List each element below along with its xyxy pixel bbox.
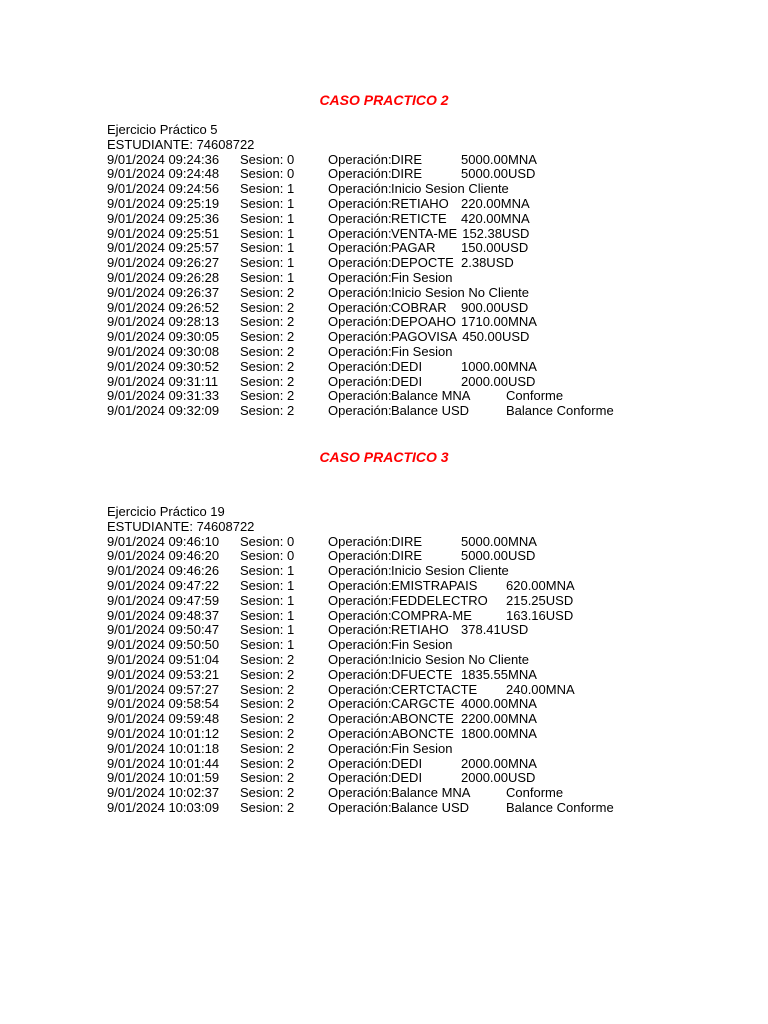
- log-operation-label: Operación:: [328, 314, 392, 330]
- log-session: Sesion: 2: [240, 314, 295, 330]
- log-session: Sesion: 2: [240, 666, 295, 682]
- log-row: [107, 373, 536, 390]
- log-row: [107, 770, 536, 786]
- log-operation-name: Balance MNA: [391, 785, 471, 801]
- log-operation-label: Operación:: [328, 284, 392, 300]
- log-operation-label: Operación:: [328, 533, 392, 549]
- log-amount: 450.00USD: [462, 329, 530, 345]
- log-datetime: 9/01/2024 09:50:50: [107, 637, 220, 653]
- log-operation-name: COBRAR: [391, 299, 447, 315]
- log-amount: 1710.00MNA: [461, 314, 537, 330]
- log-operation-name: Fin Sesion: [391, 740, 453, 756]
- log-datetime: 9/01/2024 09:47:22: [107, 577, 220, 593]
- log-row: [107, 666, 537, 683]
- log-operation-label: Operación:: [328, 329, 392, 345]
- log-session: Sesion: 1: [240, 592, 295, 608]
- log-amount: 900.00USD: [461, 299, 529, 315]
- log-amount: 2000.00USD: [461, 373, 536, 389]
- log-datetime: 9/01/2024 09:30:08: [107, 343, 220, 359]
- log-datetime: 9/01/2024 09:30:52: [107, 358, 220, 374]
- log-session: Sesion: 2: [240, 770, 295, 786]
- log-operation-label: Operación:: [328, 666, 392, 682]
- log-session: Sesion: 1: [240, 577, 295, 593]
- log-amount: 5000.00MNA: [461, 533, 537, 549]
- log-operation-name: Balance MNA: [391, 388, 471, 404]
- log-datetime: 9/01/2024 10:02:37: [107, 785, 220, 801]
- log-amount: Balance Conforme: [506, 403, 614, 419]
- log-datetime: 9/01/2024 10:01:12: [107, 725, 220, 741]
- log-session: Sesion: 2: [240, 388, 295, 404]
- log-session: Sesion: 1: [240, 210, 295, 226]
- log-operation-label: Operación:: [328, 592, 392, 608]
- log-operation-name: VENTA-ME: [391, 225, 458, 241]
- log-operation-label: Operación:: [328, 225, 392, 241]
- log-amount: Conforme: [506, 388, 564, 404]
- log-datetime: 9/01/2024 09:24:48: [107, 166, 220, 182]
- log-session: Sesion: 2: [240, 799, 295, 815]
- log-datetime: 9/01/2024 09:31:11: [107, 373, 219, 389]
- log-block-caso-practico-2: [107, 122, 614, 419]
- log-amount: 163.16USD: [506, 607, 574, 623]
- log-amount: 378.41USD: [461, 622, 529, 638]
- log-session: Sesion: 1: [240, 607, 295, 623]
- log-operation-name: RETIAHO: [391, 622, 449, 638]
- log-row: [107, 255, 514, 271]
- log-row: [107, 548, 536, 564]
- log-operation-label: Operación:: [328, 711, 392, 727]
- log-datetime: 9/01/2024 09:59:48: [107, 711, 220, 727]
- section-title-caso-practico-2: CASO PRACTICO 2: [319, 92, 449, 108]
- log-operation-label: Operación:: [328, 195, 392, 211]
- log-amount: 240.00MNA: [506, 681, 575, 697]
- log-amount: 152.38USD: [462, 225, 530, 241]
- log-row: [107, 681, 575, 698]
- log-operation-label: Operación:: [328, 151, 392, 167]
- log-operation-name: Fin Sesion: [391, 269, 453, 285]
- log-datetime: 9/01/2024 09:48:37: [107, 607, 220, 623]
- log-session: Sesion: 0: [240, 533, 295, 549]
- log-operation-label: Operación:: [328, 696, 392, 712]
- log-row: [107, 799, 614, 816]
- exercise-label: Ejercicio Práctico 5: [107, 122, 218, 137]
- log-block-caso-practico-3: [107, 504, 614, 816]
- log-row: [107, 343, 453, 360]
- log-session: Sesion: 1: [240, 240, 295, 256]
- log-operation-label: Operación:: [328, 548, 392, 564]
- log-operation-label: Operación:: [328, 622, 392, 638]
- log-session: Sesion: 1: [240, 181, 295, 197]
- log-operation-label: Operación:: [328, 240, 392, 256]
- log-operation-label: Operación:: [328, 740, 392, 756]
- log-operation-name: CARGCTE: [391, 696, 455, 712]
- log-operation-name: Balance USD: [391, 403, 470, 419]
- log-operation-name: DEDI: [391, 755, 423, 771]
- log-operation-name: COMPRA-ME: [391, 607, 472, 623]
- log-amount: 5000.00USD: [461, 166, 536, 182]
- log-datetime: 9/01/2024 09:26:37: [107, 284, 220, 300]
- log-session: Sesion: 1: [240, 269, 295, 285]
- log-operation-label: Operación:: [328, 358, 392, 374]
- section-title-caso-practico-3: CASO PRACTICO 3: [319, 449, 449, 465]
- log-operation-name: ABONCTE: [391, 711, 454, 727]
- log-session: Sesion: 2: [240, 651, 295, 667]
- log-operation-name: Fin Sesion: [391, 637, 453, 653]
- log-amount: 420.00MNA: [461, 210, 530, 226]
- log-amount: 5000.00USD: [461, 548, 536, 564]
- log-datetime: 9/01/2024 09:30:05: [107, 329, 220, 345]
- log-session: Sesion: 2: [240, 329, 295, 345]
- log-row: [107, 329, 530, 345]
- log-row: [107, 755, 537, 772]
- log-datetime: 9/01/2024 09:24:56: [107, 181, 220, 197]
- log-operation-name: DEPOCTE: [391, 255, 454, 271]
- log-row: [107, 622, 529, 638]
- log-row: [107, 711, 537, 727]
- log-amount: 5000.00MNA: [461, 151, 537, 167]
- log-operation-name: DEPOAHO: [391, 314, 457, 330]
- log-datetime: 9/01/2024 09:47:59: [107, 592, 220, 608]
- log-row: [107, 607, 574, 624]
- log-row: [107, 314, 537, 330]
- log-row: [107, 388, 564, 404]
- log-amount: 2000.00USD: [461, 770, 536, 786]
- log-operation-name: DEDI: [391, 358, 423, 374]
- log-amount: 4000.00MNA: [461, 696, 537, 712]
- log-rows: [107, 151, 614, 419]
- log-operation-name: Inicio Sesion No Cliente: [391, 284, 530, 300]
- log-operation-label: Operación:: [328, 607, 392, 623]
- log-amount: 2.38USD: [461, 255, 514, 271]
- log-datetime: 9/01/2024 09:26:28: [107, 269, 220, 285]
- log-datetime: 9/01/2024 09:28:13: [107, 314, 220, 330]
- log-row: [107, 563, 509, 579]
- log-datetime: 9/01/2024 09:50:47: [107, 622, 220, 638]
- log-session: Sesion: 2: [240, 755, 295, 771]
- log-amount: 220.00MNA: [461, 195, 530, 211]
- log-row: [107, 299, 529, 316]
- log-amount: 620.00MNA: [506, 577, 575, 593]
- log-row: [107, 637, 453, 653]
- log-session: Sesion: 0: [240, 151, 295, 167]
- log-row: [107, 166, 536, 182]
- log-datetime: 9/01/2024 09:57:27: [107, 681, 220, 697]
- log-datetime: 9/01/2024 09:46:10: [107, 533, 220, 549]
- log-row: [107, 696, 537, 712]
- log-operation-name: Fin Sesion: [391, 343, 453, 359]
- log-amount: 2000.00MNA: [461, 755, 537, 771]
- log-operation-name: DIRE: [391, 166, 423, 182]
- log-operation-label: Operación:: [328, 637, 392, 653]
- log-datetime: 9/01/2024 09:24:36: [107, 151, 220, 167]
- log-session: Sesion: 2: [240, 358, 295, 374]
- log-operation-name: RETIAHO: [391, 195, 449, 211]
- log-operation-label: Operación:: [328, 651, 392, 667]
- log-operation-name: DEDI: [391, 373, 423, 389]
- log-row: [107, 181, 509, 197]
- log-amount: 150.00USD: [461, 240, 529, 256]
- log-datetime: 9/01/2024 09:58:54: [107, 696, 220, 712]
- log-datetime: 9/01/2024 09:31:33: [107, 388, 220, 404]
- log-amount: 2200.00MNA: [461, 711, 537, 727]
- log-session: Sesion: 1: [240, 563, 295, 579]
- student-label: ESTUDIANTE: 74608722: [107, 136, 255, 152]
- log-row: [107, 210, 530, 227]
- log-operation-label: Operación:: [328, 403, 392, 419]
- log-operation-name: DFUECTE: [391, 666, 453, 682]
- log-datetime: 9/01/2024 09:25:36: [107, 210, 220, 226]
- log-operation-name: RETICTE: [391, 210, 447, 226]
- log-operation-label: Operación:: [328, 373, 392, 389]
- log-row: [107, 195, 530, 212]
- log-datetime: 9/01/2024 09:51:04: [107, 651, 220, 667]
- log-session: Sesion: 2: [240, 711, 295, 727]
- log-datetime: 9/01/2024 09:46:26: [107, 563, 220, 579]
- log-row: [107, 151, 537, 168]
- log-row: [107, 240, 529, 256]
- log-session: Sesion: 0: [240, 166, 295, 182]
- log-datetime: 9/01/2024 10:03:09: [107, 799, 220, 815]
- log-datetime: 9/01/2024 09:26:27: [107, 255, 220, 271]
- student-label: ESTUDIANTE: 74608722: [107, 518, 255, 534]
- log-row: [107, 740, 453, 757]
- log-row: [107, 269, 453, 286]
- log-session: Sesion: 2: [240, 740, 295, 756]
- log-operation-label: Operación:: [328, 799, 392, 815]
- log-operation-label: Operación:: [328, 725, 392, 741]
- log-row: [107, 785, 564, 801]
- log-operation-label: Operación:: [328, 166, 392, 182]
- log-session: Sesion: 2: [240, 299, 295, 315]
- log-datetime: 9/01/2024 10:01:18: [107, 740, 220, 756]
- log-operation-label: Operación:: [328, 299, 392, 315]
- log-session: Sesion: 2: [240, 373, 295, 389]
- log-operation-name: DIRE: [391, 533, 423, 549]
- log-datetime: 9/01/2024 09:25:51: [107, 225, 220, 241]
- log-operation-label: Operación:: [328, 755, 392, 771]
- log-row: [107, 651, 530, 668]
- log-operation-name: Inicio Sesion Cliente: [391, 181, 509, 197]
- log-amount: 1000.00MNA: [461, 358, 537, 374]
- log-datetime: 9/01/2024 09:46:20: [107, 548, 220, 564]
- log-row: [107, 533, 537, 550]
- log-operation-name: PAGOVISA: [391, 329, 458, 345]
- log-operation-name: DIRE: [391, 548, 423, 564]
- log-session: Sesion: 2: [240, 785, 295, 801]
- log-operation-label: Operación:: [328, 255, 392, 271]
- log-session: Sesion: 2: [240, 403, 295, 419]
- log-session: Sesion: 1: [240, 255, 295, 271]
- log-operation-label: Operación:: [328, 343, 392, 359]
- log-operation-name: ABONCTE: [391, 725, 454, 741]
- log-operation-label: Operación:: [328, 388, 392, 404]
- log-datetime: 9/01/2024 10:01:59: [107, 770, 220, 786]
- log-datetime: 9/01/2024 09:32:09: [107, 403, 220, 419]
- log-amount: 1800.00MNA: [461, 725, 537, 741]
- log-session: Sesion: 2: [240, 343, 295, 359]
- log-datetime: 9/01/2024 10:01:44: [107, 755, 220, 771]
- log-session: Sesion: 2: [240, 696, 295, 712]
- log-operation-name: Inicio Sesion No Cliente: [391, 651, 530, 667]
- log-session: Sesion: 1: [240, 622, 295, 638]
- log-rows: [107, 533, 614, 816]
- log-operation-name: FEDDELECTRO: [391, 592, 488, 608]
- log-operation-label: Operación:: [328, 210, 392, 226]
- log-row: [107, 358, 537, 375]
- log-operation-name: Inicio Sesion Cliente: [391, 563, 509, 579]
- log-session: Sesion: 0: [240, 548, 295, 564]
- log-session: Sesion: 2: [240, 681, 295, 697]
- log-operation-label: Operación:: [328, 785, 392, 801]
- log-amount: Balance Conforme: [506, 799, 614, 815]
- log-row: [107, 725, 537, 742]
- log-datetime: 9/01/2024 09:25:57: [107, 240, 220, 256]
- exercise-label: Ejercicio Práctico 19: [107, 504, 225, 519]
- log-operation-name: EMISTRAPAIS: [391, 577, 478, 593]
- log-amount: 1835.55MNA: [461, 666, 537, 682]
- log-operation-label: Operación:: [328, 269, 392, 285]
- log-session: Sesion: 1: [240, 225, 295, 241]
- log-operation-name: Balance USD: [391, 799, 470, 815]
- log-row: [107, 577, 575, 594]
- log-amount: 215.25USD: [506, 592, 574, 608]
- log-operation-name: DEDI: [391, 770, 423, 786]
- log-operation-label: Operación:: [328, 577, 392, 593]
- log-row: [107, 284, 530, 301]
- log-operation-name: PAGAR: [391, 240, 436, 256]
- log-operation-label: Operación:: [328, 681, 392, 697]
- log-operation-name: DIRE: [391, 151, 423, 167]
- log-datetime: 9/01/2024 09:26:52: [107, 299, 220, 315]
- log-amount: Conforme: [506, 785, 564, 801]
- log-row: [107, 225, 530, 242]
- log-operation-label: Operación:: [328, 181, 392, 197]
- log-session: Sesion: 1: [240, 637, 295, 653]
- log-session: Sesion: 2: [240, 725, 295, 741]
- log-session: Sesion: 2: [240, 284, 295, 300]
- log-datetime: 9/01/2024 09:53:21: [107, 666, 220, 682]
- log-row: [107, 592, 574, 609]
- log-operation-label: Operación:: [328, 770, 392, 786]
- log-operation-label: Operación:: [328, 563, 392, 579]
- log-row: [107, 403, 614, 419]
- log-operation-name: CERTCTACTE: [391, 681, 478, 697]
- log-datetime: 9/01/2024 09:25:19: [107, 195, 220, 211]
- log-session: Sesion: 1: [240, 195, 295, 211]
